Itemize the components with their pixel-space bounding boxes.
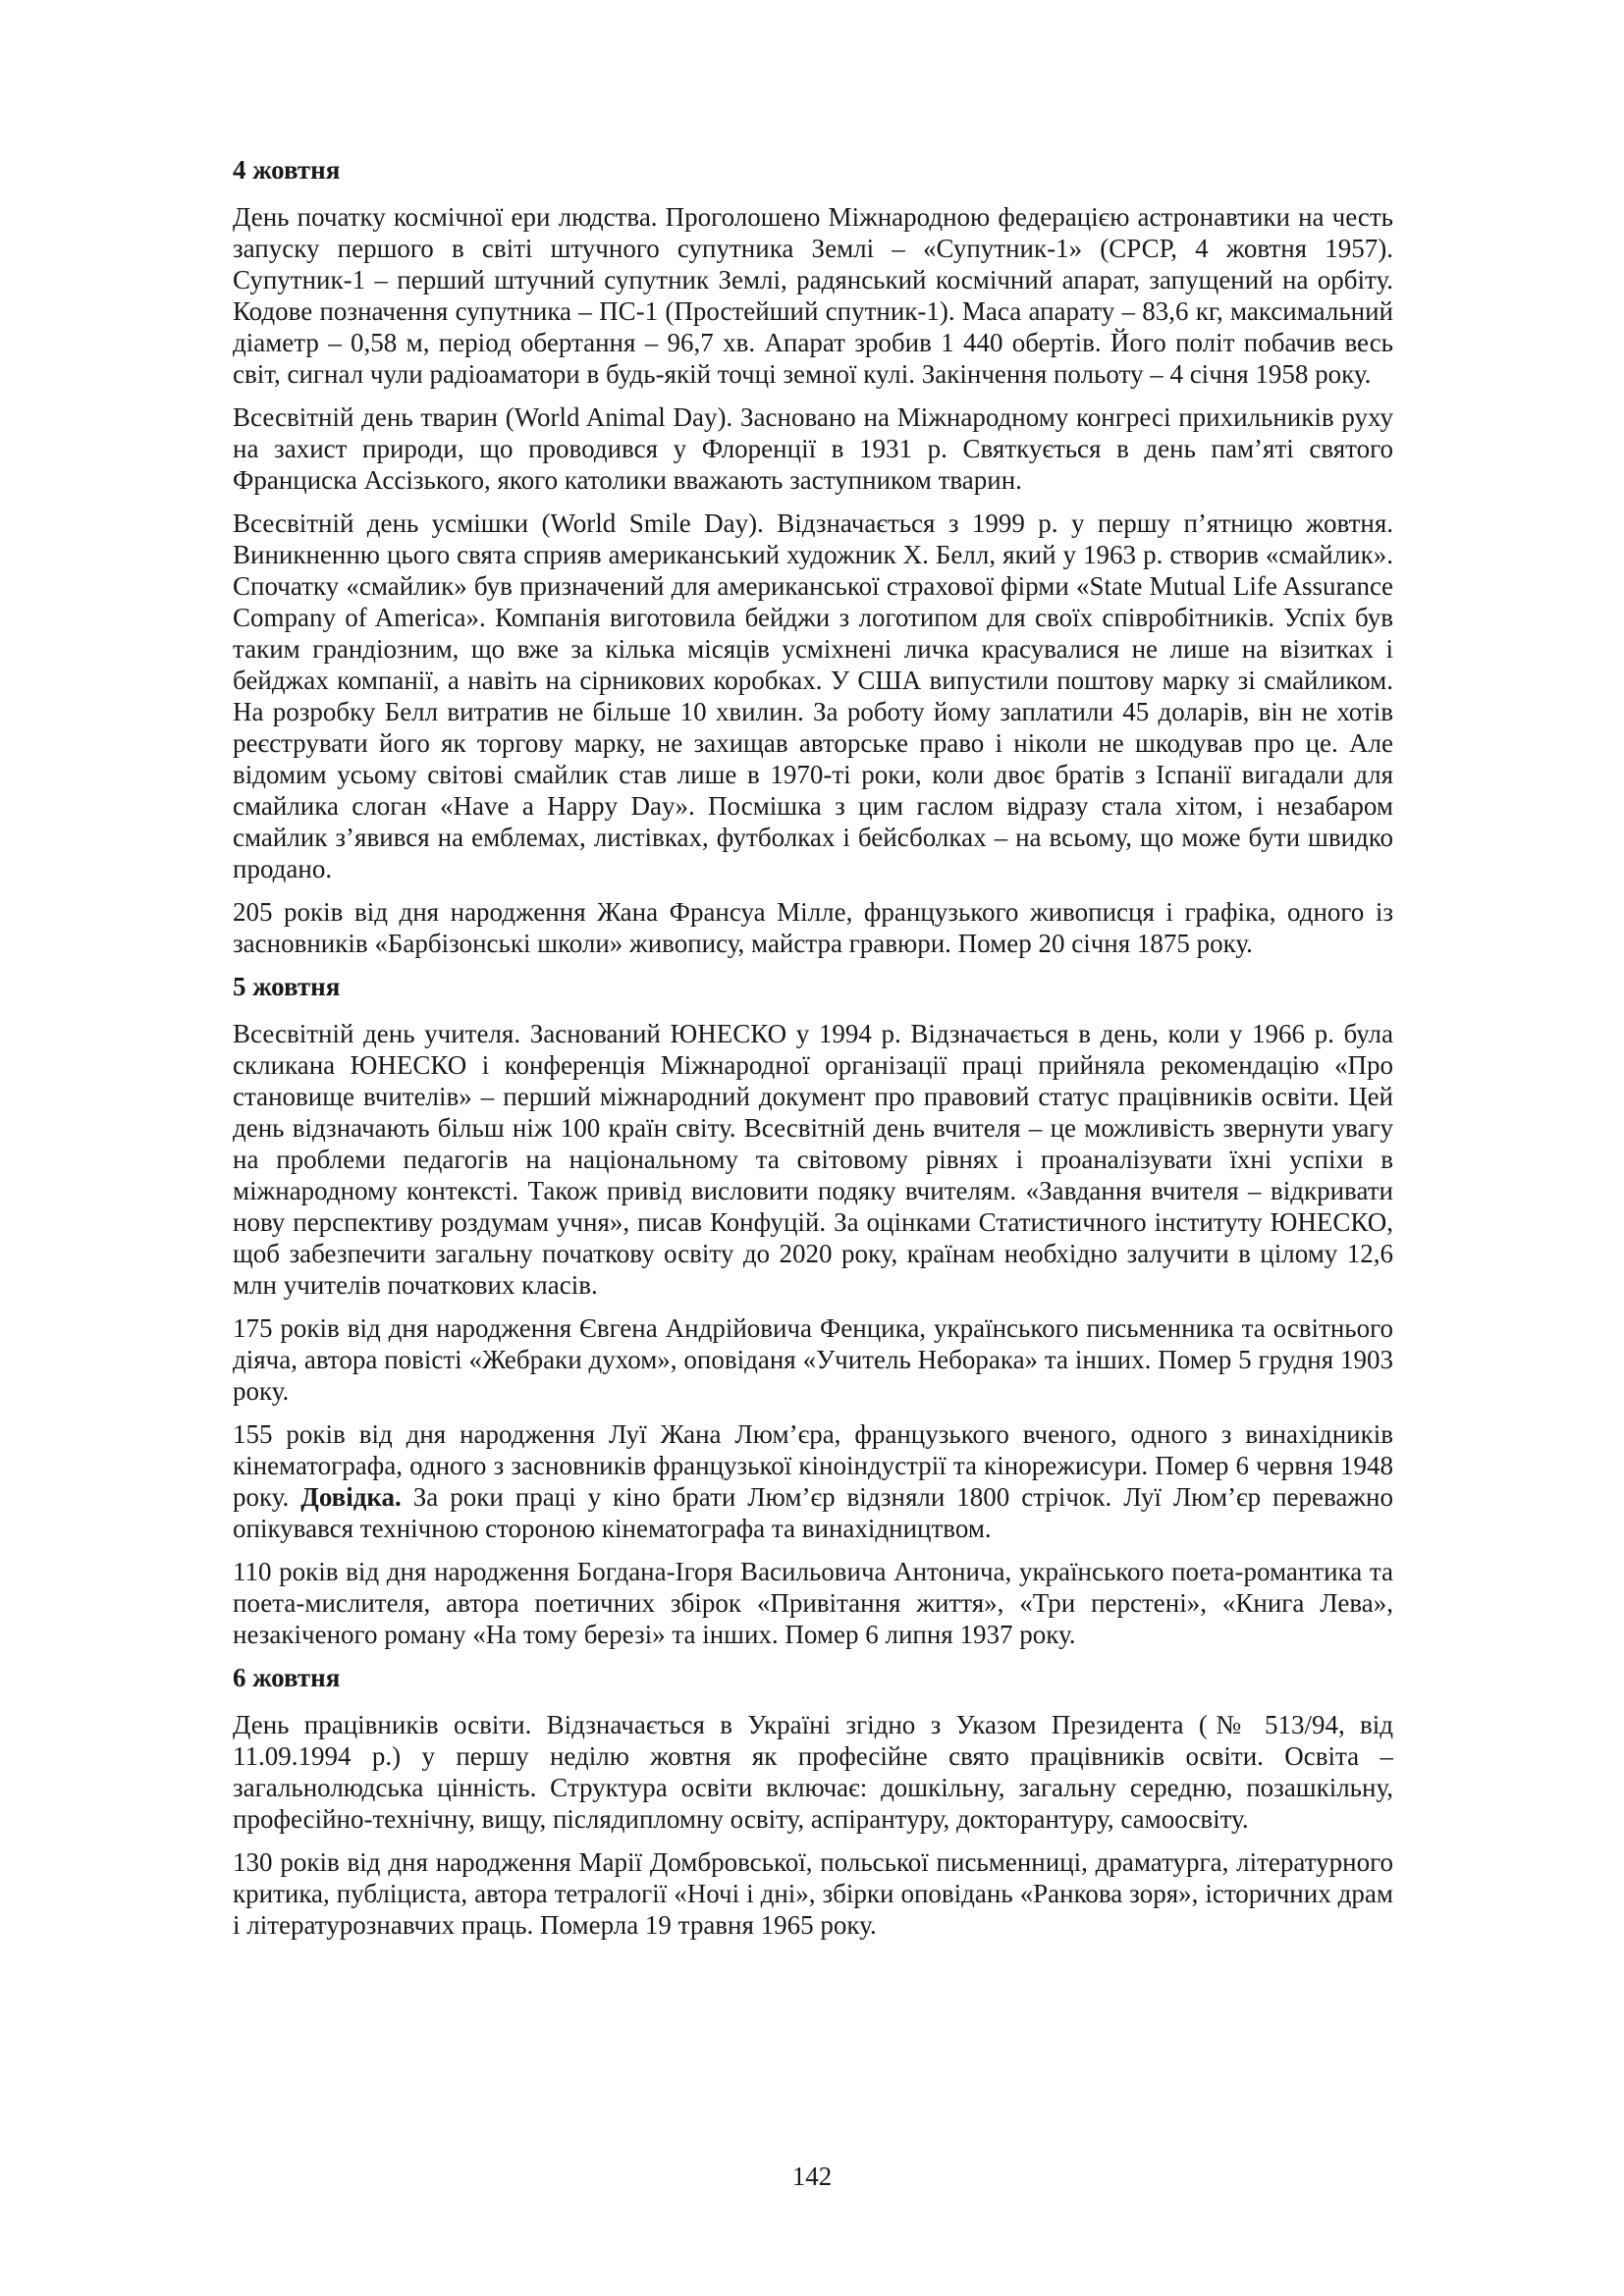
date-heading-oct-5: 5 жовтня	[233, 972, 341, 1001]
reference-label: Довідка.	[300, 1482, 402, 1512]
paragraph-space-era-day: День початку космічної ери людства. Проголошено Міжнародною федерацією астронавтики на честь запуску першого в світі штучного супутника Землі – «Супутник-1» (СРСР, 4 жовтня 1957). Супутник-1 – перший штучний супутник Землі, радянський космічний апарат, запущений на орбіту. Кодове позначення супутника – ПС-1 (Простейший спутник-1). Маса апарату – 83,6 кг, максимальний діаметр – 0,58 м, період обертання – 96,7 хв. Апарат зробив 1 440 обертів. Його політ побачив весь світ, сигнал чули радіоаматори в будь-якій точці земної кулі. Закінчення польоту – 4 січня 1958 року.	[233, 202, 1393, 389]
paragraph-lumiere-anniversary	[233, 1418, 1393, 1544]
paragraph-education-workers-day: День працівників освіти. Відзначається в Україні згідно з Указом Президента (№ 513/94, від 11.09.1994 р.) у першу неділю жовтня як професійне свято працівників освіти. Освіта – загальнолюдська цінність. Структура освіти включає: дошкільну, загальну середню, позашкільну, професійно-технічну, вищу, післядипломну освіту, аспірантуру, докторантуру, самоосвіту.	[233, 1710, 1393, 1834]
lumiere-text-before: 155 років від дня народження Луї Жана Люм’єра, французького вченого, одного з винахідників кінематографа, одного з засновників французької кіноіндустрії та кінорежисури. Помер 6 червня 1948 року.	[233, 1419, 1393, 1512]
page-number: 142	[791, 2162, 833, 2191]
date-heading-oct-4: 4 жовтня	[233, 155, 341, 185]
date-heading-oct-6: 6 жовтня	[233, 1663, 341, 1692]
paragraph-world-smile-day: Всесвітній день усмішки (World Smile Day). Відзначається з 1999 р. у першу п’ятницю жовтня. Виникненню цього свята сприяв американський художник Х. Белл, який у 1963 р. створив «смайлик». Спочатку «смайлик» був призначений для американської страхової фірми «State Mutual Life Assurance Company of America». Компанія виготовила бейджи з логотипом для своїх співробітників. Успіх був таким грандіозним, що вже за кілька місяців усміхнені личка красувалися не лише на візитках і бейджах компанії, а навіть на сірникових коробках. У США випустили поштову марку зі смайликом. На розробку Белл витратив не більше 10 хвилин. За роботу йому заплатили 45 доларів, він не хотів реєструвати його як торгову марку, не захищав авторське право і ніколи не шкодував про це. Але відомим усьому світові смайлик став лише в 1970-ті роки, коли двоє братів з Іспанії вигадали для смайлика слоган «Have a Happy Day». Посмішка з цим гаслом відразу стала хітом, і незабаром смайлик з’явився на емблемах, листівках, футболках і бейсболках – на всьому, що може бути швидко продано.	[233, 508, 1393, 883]
lumiere-text-after: За роки праці у кіно брати Люм’єр відзняли 1800 стрічок. Луї Люм’єр переважно опікувався технічною стороною кінематографа та винахідництвом.	[233, 1482, 1393, 1543]
document-page	[233, 154, 1393, 1952]
paragraph-millet-anniversary: 205 років від дня народження Жана Франсуа Мілле, французького живописця і графіка, одного із засновників «Барбізонські школи» живопису, майстра гравюри. Помер 20 січня 1875 року.	[233, 897, 1393, 958]
paragraph-dombrowska-anniversary: 130 років від дня народження Марії Домбровської, польської письменниці, драматурга, літературного критика, публіциста, автора тетралогії «Ночі і дні», збірки оповідань «Ранкова зоря», історичних драм і літературознавчих праць. Померла 19 травня 1965 року.	[233, 1847, 1393, 1940]
paragraph-antonych-anniversary: 110 років від дня народження Богдана-Ігоря Васильовича Антонича, українського поета-романтика та поета-мислителя, автора поетичних збірок «Привітання життя», «Три перстені», «Книга Лева», незакіченого роману «На тому березі» та інших. Помер 6 липня 1937 року.	[233, 1557, 1393, 1649]
paragraph-world-animal-day: Всесвітній день тварин (World Animal Day). Засновано на Міжнародному конгресі прихильників руху на захист природи, що проводився у Флоренції в 1931 р. Святкується в день пам’яті святого Франциска Ассізького, якого католики вважають заступником тварин.	[233, 402, 1393, 495]
paragraph-world-teacher-day: Всесвітній день учителя. Заснований ЮНЕСКО у 1994 р. Відзначається в день, коли у 1966 р. була скликана ЮНЕСКО і конференція Міжнародної організації праці прийняла рекомендацію «Про становище вчителів» – перший міжнародний документ про правовий статус працівників освіти. Цей день відзначають більш ніж 100 країн світу. Всесвітній день вчителя – це можливість звернути увагу на проблеми педагогів на національному та світовому рівнях і проаналізувати їхні успіхи в міжнародному контексті. Також привід висловити подяку вчителям. «Завдання вчителя – відкривати нову перспективу роздумам учня», писав Конфуцій. За оцінками Статистичного інституту ЮНЕСКО, щоб забезпечити загальну початкову освіту до 2020 року, країнам необхідно залучити в цілому 12,6 млн учителів початкових класів.	[233, 1019, 1393, 1300]
paragraph-fentsyk-anniversary: 175 років від дня народження Євгена Андрійовича Фенцика, українського письменника та освітнього діяча, автора повісті «Жебраки духом», оповіданя «Учитель Неборака» та інших. Помер 5 грудня 1903 року.	[233, 1313, 1393, 1406]
